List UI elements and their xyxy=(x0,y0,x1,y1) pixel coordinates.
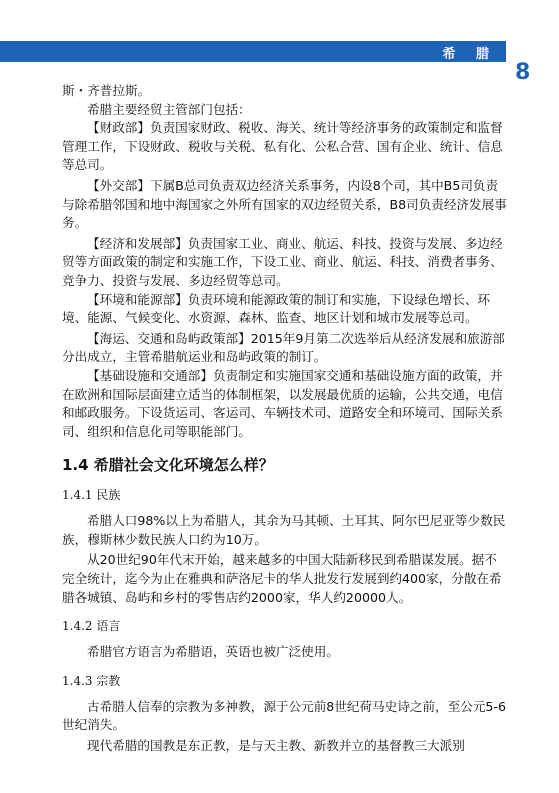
header-bar xyxy=(0,41,506,62)
subsection-heading: 1.4.2 语言 xyxy=(62,619,121,634)
running-header-title: 希 腊 xyxy=(442,47,497,62)
paragraph: 从20世纪90年代末开始，越来越多的中国大陆新移民到希腊谋发展。据不完全统计，迄今为止在雅典和萨洛尼卡的华人批发行发展到约400家，分散在希腊各城镇、岛屿和乡村的零售店约2000家，华人约20000人。 xyxy=(62,552,502,605)
paragraph-ministry-foreign: 【外交部】下属B总司负责双边经济关系事务，内设8个司，其中B5司负责与除希腊邻国和地中海国家之外所有国家的双边经贸关系，B8司负责经济发展事务。 xyxy=(62,177,507,231)
paragraph-ministry-infrastructure: 【基础设施和交通部】负责制定和实施国家交通和基础设施方面的政策，并在欧洲和国际层面建立适当的体制框架，以发展最优质的运输，公共交通，电信和邮政服务。下设货运司、客运司、车辆技术司、道路安全和环境司、国际关系司、组织和信息化司等职能部门。 xyxy=(62,367,503,439)
paragraph: 古希腊人信奉的宗教为多神教，源于公元前8世纪荷马史诗之前，至公元5-6世纪消失。 xyxy=(62,698,506,733)
page-body xyxy=(62,82,508,756)
subsection-heading: 1.4.1 民族 xyxy=(62,488,121,503)
paragraph: 现代希腊的国教是东正教，是与天主教、新教并立的基督教三大派别 xyxy=(87,738,465,754)
paragraph-ministry-economy: 【经济和发展部】负责国家工业、商业、航运、科技、投资与发展、多边经贸等方面政策的制定和实施工作，下设工业、商业、航运、科技、消费者事务、竞争力、投资与发展、多边经贸等总司。 xyxy=(62,235,503,288)
paragraph: 希腊人口98%以上为希腊人，其余为马其顿、土耳其、阿尔巴尼亚等少数民族，穆斯林少数民族人口约为10万。 xyxy=(62,513,506,547)
paragraph-ministry-environment: 【环境和能源部】负责环境和能源政策的制订和实施，下设绿色增长、环境、能源、气候变化、水资源、森林、监查、地区计划和城市发展等总司。 xyxy=(62,291,490,326)
paragraph-ministry-finance: 【财政部】负责国家财政、税收、海关、统计等经济事务的政策制定和监督管理工作，下设财政、税收与关税、私有化、公私合营、国有企业、统计、信息等总司。 xyxy=(62,120,503,173)
section-heading: 1.4 希腊社会文化环境怎么样？ xyxy=(62,456,274,475)
paragraph-ministry-shipping: 【海运、交通和岛屿政策部】2015年9月第二次选举后从经济发展和旅游部分出成立，主管希腊航运业和岛屿政策的制订。 xyxy=(62,330,505,365)
subsection-heading: 1.4.3 宗教 xyxy=(62,673,121,688)
page-number: 8 xyxy=(515,60,531,85)
paragraph: 斯・齐普拉斯。 xyxy=(62,83,151,98)
paragraph: 希腊主要经贸主管部门包括： xyxy=(87,101,251,117)
paragraph: 希腊官方语言为希腊语，英语也被广泛使用。 xyxy=(87,644,339,660)
